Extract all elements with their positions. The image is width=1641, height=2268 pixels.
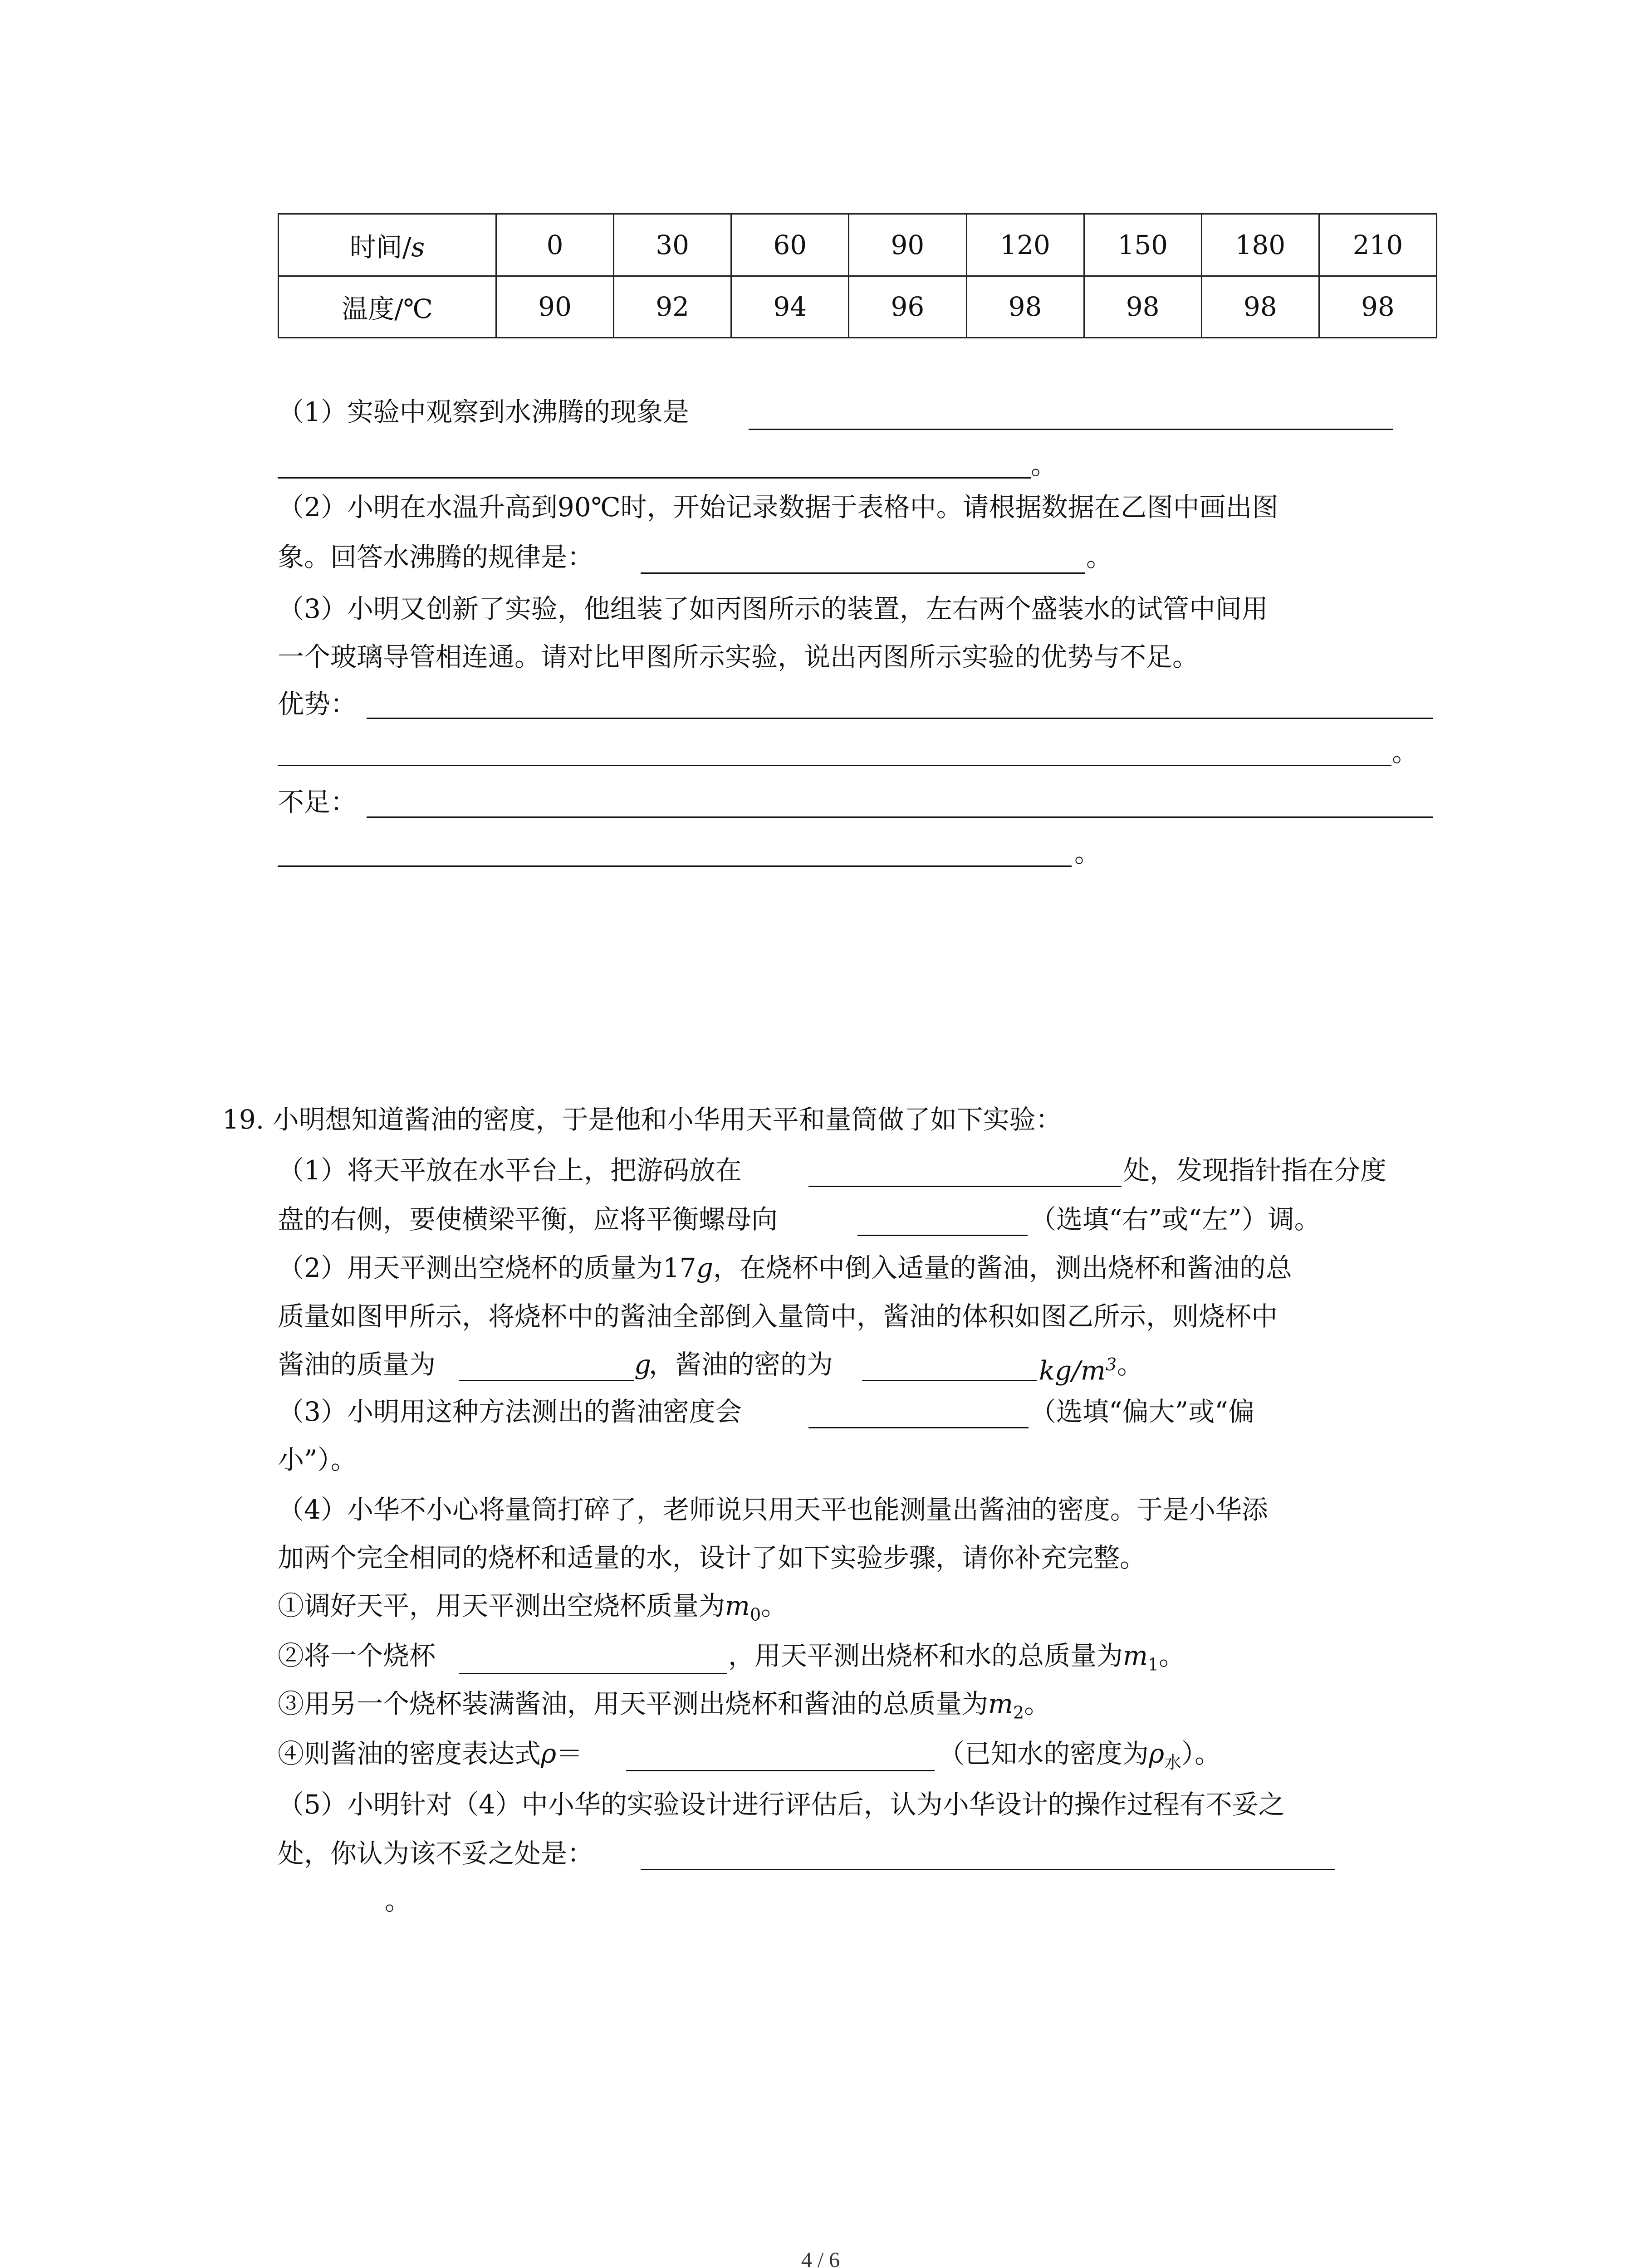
table-cell: 96	[849, 276, 966, 338]
period: 。	[1086, 542, 1113, 572]
table-cell: 94	[731, 276, 849, 338]
table-cell: 98	[1201, 276, 1319, 338]
q18-part2-line1: （2）小明在水温升高到90℃时，开始记录数据于表格中。请根据数据在乙图中画出图	[278, 492, 1279, 523]
table-header-time: 时间/s	[279, 214, 496, 276]
disadvantage-label: 不足：	[278, 787, 357, 817]
q18-part3-line1: （3）小明又创新了实验，他组装了如丙图所示的装置，左右两个盛装水的试管中间用	[278, 593, 1268, 624]
table-cell: 92	[614, 276, 731, 338]
table-cell: 90	[496, 276, 614, 338]
q19-blank-density[interactable]	[862, 1380, 1037, 1381]
table-header-temp: 温度/℃	[279, 276, 496, 338]
q19-step2-a: ②将一个烧杯	[278, 1640, 436, 1671]
q19-step1: ①调好天平，用天平测出空烧杯质量为$m_0$。	[278, 1590, 788, 1625]
q18-part2-line2: 象。回答水沸腾的规律是：	[278, 542, 594, 572]
table-cell: 30	[614, 214, 731, 276]
advantage-blank-b[interactable]	[278, 765, 1391, 766]
q19-s5-b: 处，你认为该不妥之处是：	[278, 1838, 594, 1869]
q18-answer-blank-1a[interactable]	[749, 429, 1393, 430]
q19-s2-e: ，酱油的密的为	[649, 1349, 833, 1380]
table-cell: 98	[966, 276, 1084, 338]
table-cell: 180	[1201, 214, 1319, 276]
q19-blank-improper[interactable]	[641, 1869, 1335, 1870]
q19-s4-b: 加两个完全相同的烧杯和适量的水，设计了如下实验步骤，请你补充完整。	[278, 1542, 1146, 1573]
q19-s3-b: （选填“偏大”或“偏	[1030, 1396, 1254, 1427]
q19-s1-a: （1）将天平放在水平台上，把游码放在	[278, 1155, 742, 1186]
period: 。	[1074, 837, 1101, 868]
q18-answer-blank-1b[interactable]	[278, 477, 1031, 479]
q19-step4-a: ④则酱油的密度表达式ρ＝	[278, 1738, 583, 1769]
q19-s4-a: （4）小华不小心将量筒打碎了，老师说只用天平也能测量出酱油的密度。于是小华添	[278, 1494, 1268, 1525]
q19-blank-expression[interactable]	[626, 1770, 935, 1771]
q19-s1-c: 盘的右侧，要使横梁平衡，应将平衡螺母向	[278, 1204, 778, 1235]
q19-s2-d: 酱油的质量为	[278, 1349, 436, 1380]
table-cell: 98	[1319, 276, 1436, 338]
q19-step2-b: ，用天平测出烧杯和水的总质量为$m_1$。	[728, 1640, 1185, 1675]
q19-s3-c: 小”）。	[278, 1444, 357, 1475]
q19-blank-mass[interactable]	[459, 1380, 634, 1381]
table-cell: 0	[496, 214, 614, 276]
q18-part3-line2: 一个玻璃导管相连通。请对比甲图所示实验，说出丙图所示实验的优势与不足。	[278, 641, 1199, 672]
q19-s2-a: （2）用天平测出空烧杯的质量为17g，在烧杯中倒入适量的酱油，测出烧杯和酱油的总	[278, 1252, 1292, 1283]
q19-blank-bias[interactable]	[808, 1427, 1029, 1428]
q19-step4-b: （已知水的密度为$\rho_水$）。	[938, 1738, 1221, 1773]
q19-s1-b: 处，发现指针指在分度	[1123, 1155, 1387, 1186]
disadvantage-blank-a[interactable]	[367, 816, 1433, 818]
unit-kg-per-m3: $kg/m^3$	[1039, 1354, 1117, 1386]
table-cell: 90	[849, 214, 966, 276]
table-cell: 120	[966, 214, 1084, 276]
unit-g: g	[634, 1349, 652, 1380]
advantage-label: 优势：	[278, 689, 357, 719]
q19-s3-a: （3）小明用这种方法测出的酱油密度会	[278, 1396, 742, 1427]
q19-blank-step2[interactable]	[459, 1673, 727, 1674]
table-row-temp	[279, 276, 1437, 338]
q19-step3: ③用另一个烧杯装满酱油，用天平测出烧杯和酱油的总质量为$m_2$。	[278, 1688, 1051, 1723]
q19-s2-c: 质量如图甲所示，将烧杯中的酱油全部倒入量筒中，酱油的体积如图乙所示，则烧杯中	[278, 1301, 1278, 1332]
table-cell: 150	[1084, 214, 1201, 276]
disadvantage-blank-b[interactable]	[278, 865, 1072, 867]
q18-part1: （1）实验中观察到水沸腾的现象是	[278, 396, 689, 427]
period: 。	[1392, 737, 1419, 767]
q19-title: 19. 小明想知道酱油的密度，于是他和小华用天平和量筒做了如下实验：	[222, 1104, 1062, 1135]
page-number: 4 / 6	[801, 2248, 840, 2268]
q19-s1-d: （选填“右”或“左”）调。	[1030, 1204, 1321, 1235]
period: 。	[1117, 1349, 1144, 1380]
advantage-blank-a[interactable]	[367, 718, 1433, 719]
q19-s5-a: （5）小明针对（4）中小华的实验设计进行评估后，认为小华设计的操作过程有不妥之	[278, 1789, 1285, 1820]
q19-s5-end: 。	[385, 1885, 411, 1916]
q19-blank-direction[interactable]	[857, 1235, 1028, 1236]
q18-answer-blank-2[interactable]	[641, 572, 1085, 574]
q19-blank-zero-mark[interactable]	[808, 1186, 1122, 1187]
table-cell: 98	[1084, 276, 1201, 338]
temperature-table	[278, 213, 1437, 338]
table-row-time	[279, 214, 1437, 276]
table-cell: 60	[731, 214, 849, 276]
table-cell: 210	[1319, 214, 1436, 276]
period: 。	[1031, 450, 1058, 480]
